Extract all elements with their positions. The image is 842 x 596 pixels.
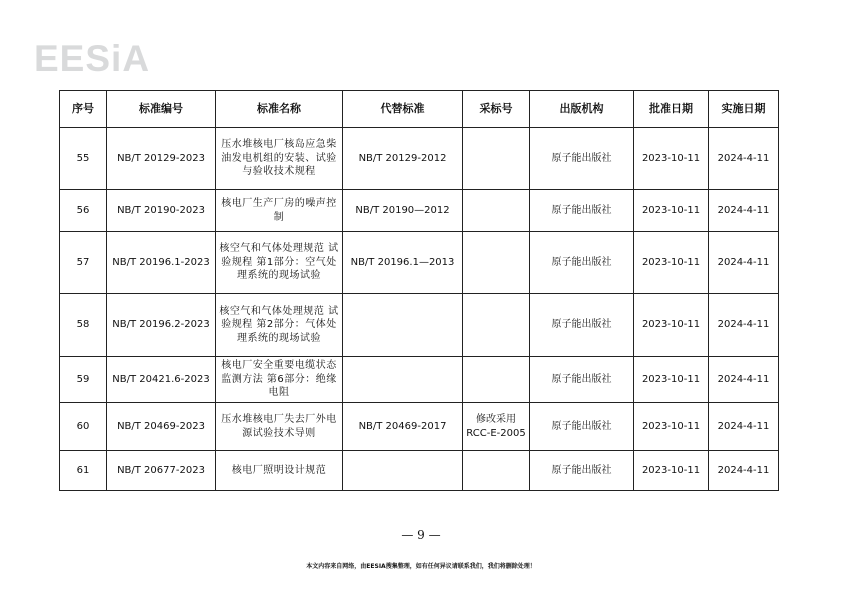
replaced-standard: NB/T 20196.1—2013 (343, 232, 463, 294)
replaced-standard (343, 357, 463, 403)
adopted-standard (463, 451, 530, 491)
approval-date: 2023-10-11 (634, 357, 709, 403)
standard-code: NB/T 20196.2-2023 (107, 294, 216, 357)
adopted-standard (463, 190, 530, 232)
header-cell: 批准日期 (634, 91, 709, 128)
row-number: 57 (60, 232, 107, 294)
table-row (60, 294, 779, 357)
effective-date: 2024-4-11 (709, 357, 779, 403)
approval-date: 2023-10-11 (634, 451, 709, 491)
replaced-standard: NB/T 20129-2012 (343, 128, 463, 190)
standard-name: 核电厂生产厂房的噪声控制 (216, 190, 343, 232)
footer-disclaimer: 本文内容来自网络，由EESIA搜集整理，如有任何异议请联系我们，我们将删除处理！ (306, 563, 536, 570)
standard-code: NB/T 20421.6-2023 (107, 357, 216, 403)
standard-name: 核电厂照明设计规范 (216, 451, 343, 491)
approval-date: 2023-10-11 (634, 128, 709, 190)
adopted-standard (463, 294, 530, 357)
standard-name: 核空气和气体处理规范 试验规程 第1部分：空气处理系统的现场试验 (216, 232, 343, 294)
page-number: — 9 — (401, 528, 441, 542)
header-cell: 标准名称 (216, 91, 343, 128)
standards-table (59, 90, 779, 491)
standard-code: NB/T 20129-2023 (107, 128, 216, 190)
approval-date: 2023-10-11 (634, 403, 709, 451)
row-number: 60 (60, 403, 107, 451)
publisher: 原子能出版社 (530, 403, 634, 451)
header-cell: 标准编号 (107, 91, 216, 128)
table-row (60, 190, 779, 232)
replaced-standard: NB/T 20190—2012 (343, 190, 463, 232)
publisher: 原子能出版社 (530, 190, 634, 232)
effective-date: 2024-4-11 (709, 190, 779, 232)
approval-date: 2023-10-11 (634, 294, 709, 357)
eesia-logo: EESiA (34, 38, 151, 79)
standard-name: 压水堆核电厂核岛应急柴油发电机组的安装、试验与验收技术规程 (216, 128, 343, 190)
replaced-standard (343, 451, 463, 491)
standard-code: NB/T 20196.1-2023 (107, 232, 216, 294)
effective-date: 2024-4-11 (709, 232, 779, 294)
table-row (60, 451, 779, 491)
row-number: 59 (60, 357, 107, 403)
row-number: 56 (60, 190, 107, 232)
publisher: 原子能出版社 (530, 294, 634, 357)
publisher: 原子能出版社 (530, 232, 634, 294)
adopted-standard (463, 128, 530, 190)
effective-date: 2024-4-11 (709, 403, 779, 451)
publisher: 原子能出版社 (530, 357, 634, 403)
standard-name: 核空气和气体处理规范 试验规程 第2部分：气体处理系统的现场试验 (216, 294, 343, 357)
table-row (60, 357, 779, 403)
header-cell: 代替标准 (343, 91, 463, 128)
header-cell: 采标号 (463, 91, 530, 128)
standard-name: 核电厂安全重要电缆状态监测方法 第6部分：绝缘电阻 (216, 357, 343, 403)
replaced-standard (343, 294, 463, 357)
standard-code: NB/T 20190-2023 (107, 190, 216, 232)
table-header-row (60, 91, 779, 128)
standard-name: 压水堆核电厂失去厂外电源试验技术导则 (216, 403, 343, 451)
row-number: 55 (60, 128, 107, 190)
row-number: 61 (60, 451, 107, 491)
header-cell: 序号 (60, 91, 107, 128)
approval-date: 2023-10-11 (634, 232, 709, 294)
publisher: 原子能出版社 (530, 451, 634, 491)
adopted-standard (463, 357, 530, 403)
effective-date: 2024-4-11 (709, 128, 779, 190)
effective-date: 2024-4-11 (709, 294, 779, 357)
standard-code: NB/T 20677-2023 (107, 451, 216, 491)
publisher: 原子能出版社 (530, 128, 634, 190)
effective-date: 2024-4-11 (709, 451, 779, 491)
table-row (60, 403, 779, 451)
replaced-standard: NB/T 20469-2017 (343, 403, 463, 451)
standard-code: NB/T 20469-2023 (107, 403, 216, 451)
approval-date: 2023-10-11 (634, 190, 709, 232)
header-cell: 出版机构 (530, 91, 634, 128)
header-cell: 实施日期 (709, 91, 779, 128)
adopted-standard: 修改采用RCC-E-2005 (463, 403, 530, 451)
table-row (60, 128, 779, 190)
table-row (60, 232, 779, 294)
row-number: 58 (60, 294, 107, 357)
adopted-standard (463, 232, 530, 294)
